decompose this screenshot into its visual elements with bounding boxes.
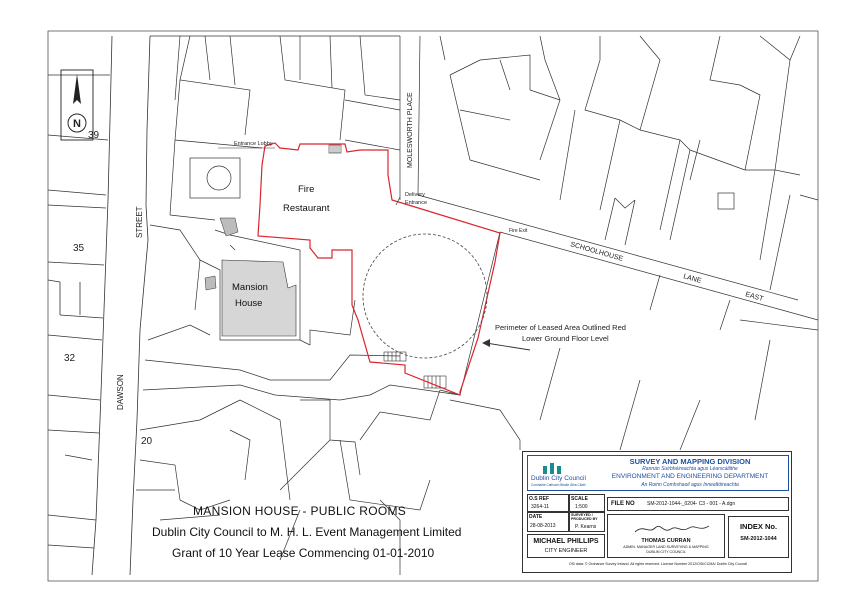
- label-east: EAST: [744, 291, 764, 303]
- label-mansion: Mansion: [232, 282, 268, 293]
- date-value: 28-08-2013: [530, 523, 556, 529]
- label-lane: LANE: [682, 273, 702, 285]
- division-title-irish: Rannán Suirbhéireachta agus Léarscáilithe: [642, 466, 738, 472]
- stair-hatch-2: [205, 276, 216, 290]
- title-block: [522, 451, 792, 573]
- division-title: SURVEY AND MAPPING DIVISION: [629, 457, 751, 466]
- building-outlines-east: [400, 36, 818, 300]
- council-name: Dublin City Council: [531, 475, 586, 482]
- leased-area-circle: [363, 234, 487, 358]
- building-outlines-central: [136, 36, 520, 575]
- label-molesworth-place: MOLESWORTH PLACE: [407, 92, 414, 168]
- index-no-value: SM-2012-1044: [740, 536, 777, 542]
- council-name-irish: Comhairle Cathrach Bhaile Átha Cliath: [531, 483, 586, 487]
- label-delivery-2: Entrance: [405, 200, 428, 206]
- label-dawson: DAWSON: [116, 374, 125, 410]
- label-fire-1: Fire: [298, 184, 315, 195]
- stair-hatch-1: [220, 218, 238, 236]
- title-block-header: [527, 455, 789, 491]
- dawson-street-edges: [48, 36, 150, 575]
- os-ref-value: 3264-11: [531, 504, 549, 510]
- engineer-name: MICHAEL PHILLIPS: [533, 538, 599, 545]
- council-crest-icon: [542, 460, 562, 474]
- department-title-irish: An Roinn Comhshaoil agus Innealtóireachta: [641, 482, 739, 488]
- scale-label: SCALE: [571, 496, 588, 502]
- approver-title-1: ADMIN. MANAGER LAND SURVEYING & MAPPING: [623, 545, 709, 549]
- file-no-value: SM-2012-1044-_0204- C3 - 001 - A.dgn: [647, 501, 736, 507]
- lease-boundary: [258, 143, 500, 395]
- label-fire-exit: Fire Exit: [509, 228, 528, 234]
- scale-value: 1:500: [575, 504, 588, 510]
- house-number-32: 32: [64, 353, 76, 364]
- house-number-20: 20: [141, 436, 153, 447]
- label-fire-2: Restaurant: [283, 203, 330, 214]
- perimeter-note-1: Perimeter of Leased Area Outlined Red: [495, 323, 626, 332]
- label-house: House: [235, 298, 263, 309]
- stair-lines-1: [331, 145, 339, 153]
- approver-title-2: DUBLIN CITY COUNCIL: [646, 550, 686, 554]
- surveyed-label: SURVEYED / PRODUCED BY: [571, 513, 598, 521]
- title-line-2: Dublin City Council to M. H. L. Event Management Limited: [152, 525, 462, 539]
- index-no-label: INDEX No.: [739, 522, 778, 531]
- perimeter-note-2: Lower Ground Floor Level: [522, 334, 609, 343]
- label-delivery-1: Delivery: [405, 192, 425, 198]
- label-schoolhouse: SCHOOLHOUSE: [569, 241, 624, 263]
- building-outlines-south-lane: [460, 232, 818, 450]
- title-line-1: MANSION HOUSE - PUBLIC ROOMS: [193, 504, 407, 518]
- os-ref-label: O.S REF: [529, 496, 550, 502]
- signature: [633, 522, 713, 536]
- house-number-39: 39: [88, 130, 100, 141]
- surveyed-value: P. Kearns: [575, 524, 597, 530]
- north-letter: N: [73, 118, 81, 130]
- label-entrance-lobby: Entrance Lobby: [234, 141, 273, 147]
- copyright-note: OSi data: © Ordnance Survey Ireland. All rights reserved. Licence Number 2012/OSi/CCMA/ Dublin City Council: [568, 562, 748, 566]
- department-title: ENVIRONMENT AND ENGINEERING DEPARTMENT: [611, 473, 769, 480]
- engineer-title: CITY ENGINEER: [544, 548, 588, 554]
- title-line-3: Grant of 10 Year Lease Commencing 01-01-2010: [172, 546, 435, 560]
- house-number-35: 35: [73, 243, 85, 254]
- date-label: DATE: [529, 514, 543, 520]
- approver-name: THOMAS CURRAN: [641, 538, 691, 544]
- label-street: STREET: [135, 206, 144, 238]
- file-no-label: FILE NO: [611, 501, 635, 507]
